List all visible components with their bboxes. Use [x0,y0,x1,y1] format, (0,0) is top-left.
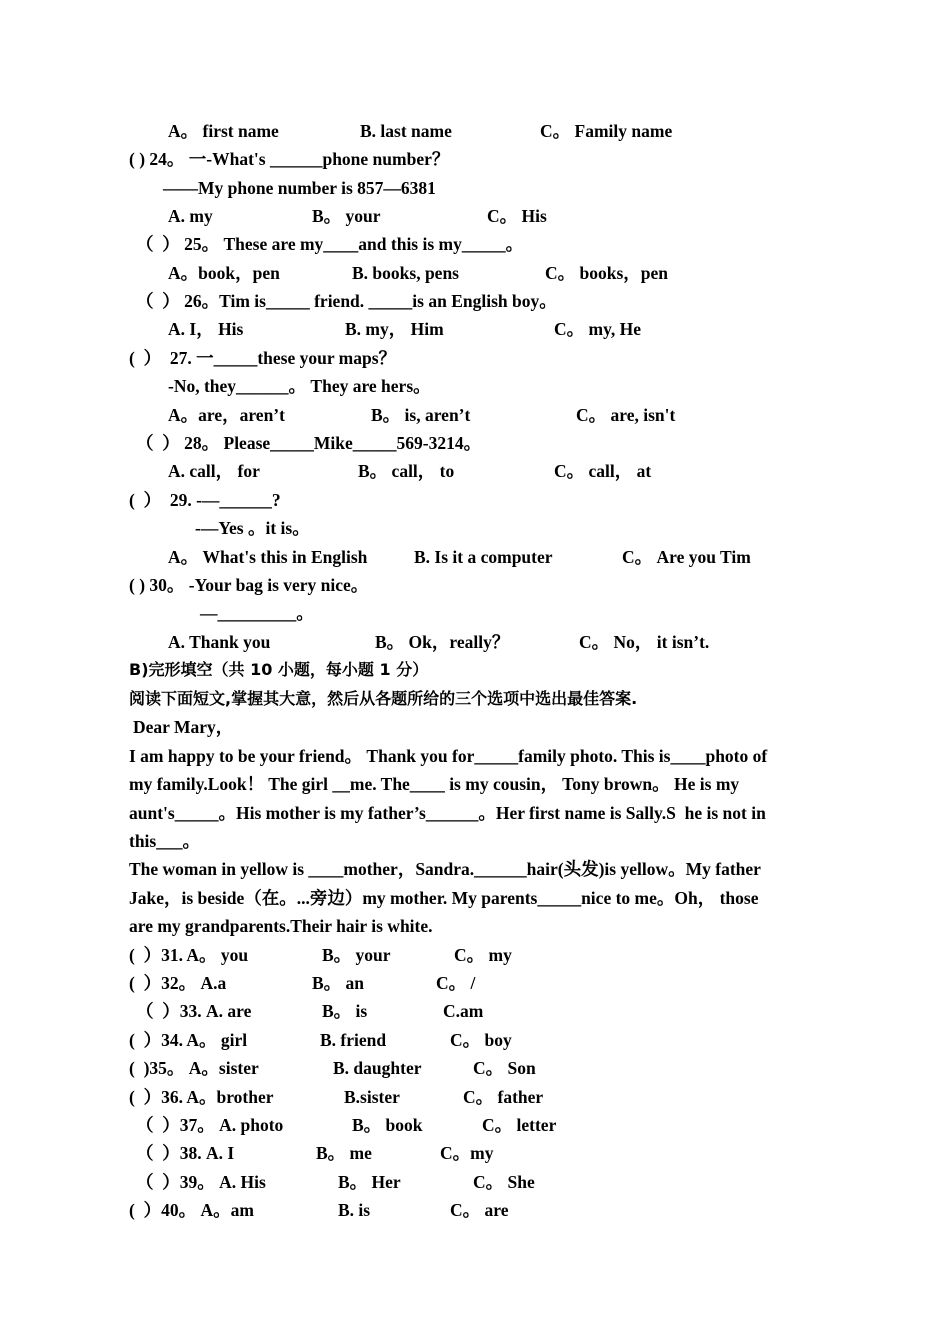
q27-stem: ( ） 27. 一_____these your maps？ [129,348,397,368]
cloze-q40-option-c: C。 are [450,1200,509,1220]
cloze-q32-option-b: B。 an [312,973,365,993]
cloze-q33-stem: （ ）33. A. are [136,1001,252,1021]
cloze-q39-option-b: B。 Her [338,1172,401,1192]
q24-option-a: A. my [168,206,213,226]
q27-option-a: A。are，aren’t [168,405,285,425]
q27-answer: -No, they______。 They are hers。 [168,376,431,396]
cloze-q34-option-b: B. friend [320,1030,387,1050]
q30-option-a: A. Thank you [168,632,271,652]
cloze-q32-stem: ( ）32。 A.a [129,973,227,993]
q29-answer: -—Yes 。it is。 [195,518,310,538]
cloze-q36-option-b: B.sister [344,1087,400,1107]
cloze-q34-stem: ( ）34. A。 girl [129,1030,248,1050]
q26-option-b: B. my， Him [345,319,444,339]
cloze-q36-option-c: C。 father [463,1087,544,1107]
cloze-q35-stem: ( )35。 A。sister [129,1058,259,1078]
q30-option-c: C。 No， it isn’t. [579,632,710,652]
passage-line: my family.Look！ The girl __me. The____ is my cousin， Tony brown。 He is my [129,774,740,794]
q28-option-b: B。 call， to [358,461,455,481]
q25-option-c: C。 books，pen [545,263,669,283]
cloze-q32-option-c: C。 / [436,973,476,993]
q26-option-a: A. I， His [168,319,244,339]
cloze-q37-option-b: B。 book [352,1115,423,1135]
cloze-q39-option-c: C。 She [473,1172,535,1192]
cloze-q35-option-b: B. daughter [333,1058,422,1078]
q29-option-c: C。 Are you Tim [622,547,751,567]
cloze-q33-option-b: B。 is [322,1001,368,1021]
passage-line: The woman in yellow is ____mother，Sandra.______hair(头发)is yellow。My father [129,859,761,879]
q30-answer: —_________。 [200,603,314,623]
section-b-heading: B)完形填空（共 10 小题，每小题 1 分） [129,660,429,679]
q30-option-b: B。 Ok，really？ [375,632,510,652]
passage-line: I am happy to be your friend。 Thank you for_____family photo. This is____photo of [129,746,768,766]
q25-stem: （ ） 25。 These are my____and this is my_____。 [136,234,524,254]
q24-answer: ——My phone number is 857—6381 [163,178,436,198]
q28-stem: （ ） 28。 Please_____Mike_____569-3214。 [136,433,482,453]
q28-option-c: C。 call， at [554,461,652,481]
q30-stem: ( ) 30。 -Your bag is very nice。 [129,575,369,595]
q26-option-c: C。 my, He [554,319,642,339]
cloze-q37-stem: （ ）37。 A. photo [136,1115,284,1135]
q25-option-a: A。book，pen [168,263,280,283]
q23-option-c: C。 Family name [540,121,673,141]
cloze-q35-option-c: C。 Son [473,1058,536,1078]
q23-option-a: A。 first name [168,121,279,141]
q29-option-a: A。 What's this in English [168,547,368,567]
q29-stem: ( ） 29. -—______? [129,490,281,510]
cloze-q31-option-b: B。 your [322,945,391,965]
q26-stem: （ ） 26。Tim is_____ friend. _____is an English boy。 [136,291,557,311]
q27-option-c: C。 are, isn't [576,405,676,425]
q25-option-b: B. books, pens [352,263,459,283]
q23-option-b: B. last name [360,121,452,141]
passage-line: aunt's_____。His mother is my father’s______。Her first name is Sally.S he is not in [129,803,766,823]
cloze-q34-option-c: C。 boy [450,1030,512,1050]
cloze-q39-stem: （ ）39。 A. His [136,1172,266,1192]
q29-option-b: B. Is it a computer [414,547,553,567]
passage-line: are my grandparents.Their hair is white. [129,916,433,936]
passage-line: this___。 [129,831,200,851]
q24-option-c: C。 His [487,206,547,226]
section-b-instruction: 阅读下面短文,掌握其大意，然后从各题所给的三个选项中选出最佳答案. [129,689,638,708]
q24-stem: ( ) 24。 一-What's ______phone number？ [129,149,450,169]
cloze-q33-option-c: C.am [443,1001,484,1021]
cloze-q37-option-c: C。 letter [482,1115,557,1135]
q28-option-a: A. call， for [168,461,260,481]
cloze-q38-option-b: B。 me [316,1143,372,1163]
cloze-q31-option-c: C。 my [454,945,512,965]
cloze-q31-stem: ( ）31. A。 you [129,945,249,965]
cloze-q40-option-b: B. is [338,1200,371,1220]
cloze-q40-stem: ( ）40。 A。am [129,1200,254,1220]
passage-line: Jake，is beside（在。...旁边）my mother. My parents_____nice to me。Oh， those [129,888,759,908]
passage-greeting: Dear Mary， [133,717,234,737]
cloze-q36-stem: ( ）36. A。brother [129,1087,274,1107]
q24-option-b: B。 your [312,206,381,226]
q27-option-b: B。 is, aren’t [371,405,471,425]
cloze-q38-stem: （ ）38. A. I [136,1143,235,1163]
cloze-q38-option-c: C。my [440,1143,494,1163]
